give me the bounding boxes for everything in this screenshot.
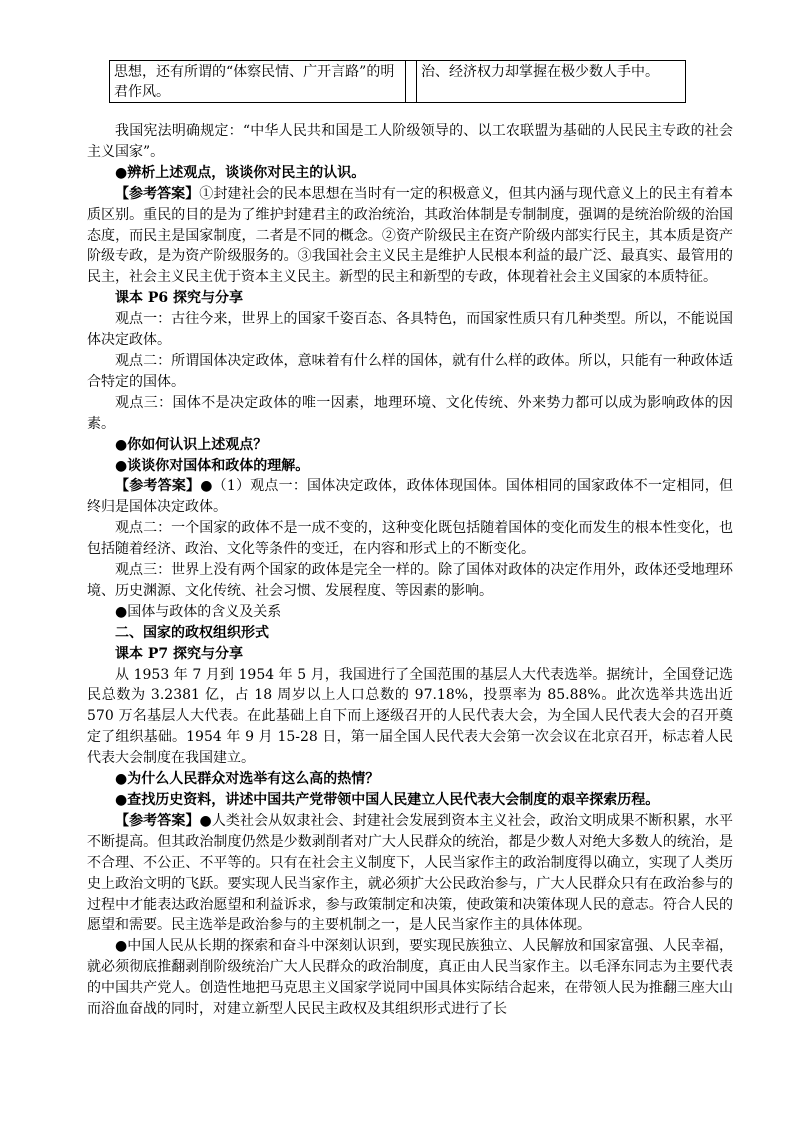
answer-label: 【参考答案】	[115, 812, 200, 829]
paragraph-text: 课本 P6 探究与分享	[115, 290, 244, 307]
paragraph-text: 观点二：一个国家的政体不是一成不变的，这种变化既包括随着国体的变化而发生的根本性变化，也包括随着经济、政治、文化等条件的变迁，在内容和形式上的不断变化。	[87, 520, 733, 558]
paragraph-p17	[87, 769, 733, 790]
paragraph-text: ●中国人民从长期的探索和奋斗中深刻认识到，要实现民族独立、人民解放和国家富强、人民幸福，就必须彻底推翻剥削阶级统治广大人民群众的政治制度，真正由人民当家作主。以毛泽东同志为主要代表的中国共产党人。创造性地把马克思主义国家学说同中国具体实际结合起来，在带领人民为推翻三座大山而浴血奋战的同时，对建立新型人民民主政权及其组织形式进行了长	[87, 938, 733, 1018]
paragraph-text: ●为什么人民群众对选举有这么高的热情？	[115, 771, 380, 788]
paragraph-text: ●人类社会从奴隶社会、封建社会发展到资本主义社会，政治文明成果不断积累，水平不断提高。但其政治制度仍然是少数剥削者对广大人民群众的统治，都是少数人对绝大多数人的统治，是不合理、不公正、不平等的。只有在社会主义制度下，人民当家作主的政治制度得以确立，实现了人类历史上政治文明的飞跃。要实现人民当家作主，就必须扩大公民政治参与，广大人民群众只有在政治参与的过程中才能表达政治愿望和利益诉求，参与政策制定和决策，使政策和决策体现人民的意志。符合人民的愿望和需要。民主选举是政治参与的主要机制之一，是人民当家作主的具体体现。	[87, 812, 733, 934]
paragraph-p9	[87, 456, 733, 477]
table-cell-left: 思想，还有所谓的“体察民情、广开言路”的明君作风。	[110, 61, 406, 103]
paragraph-p7	[87, 393, 733, 435]
paragraph-p11	[87, 518, 733, 560]
paragraph-p5	[87, 309, 733, 351]
table-cell-gap	[406, 61, 417, 103]
paragraph-p3	[87, 184, 733, 289]
paragraph-text: ●谈谈你对国体和政体的理解。	[115, 457, 310, 474]
paragraph-p2	[87, 163, 733, 184]
paragraph-p10	[87, 476, 733, 518]
paragraph-p4	[87, 288, 733, 309]
paragraph-text: 观点一：古往今来，世界上的国家千姿百态、各具特色，而国家性质只有几种类型。所以，不能说国体决定政体。	[87, 311, 733, 349]
answer-label: 【参考答案】	[115, 185, 200, 202]
paragraph-p8	[87, 435, 733, 456]
paragraph-text: 观点三：国体不是决定政体的唯一因素，地理环境、文化传统、外来势力都可以成为影响政体的因素。	[87, 394, 733, 432]
paragraph-p16	[87, 665, 733, 770]
paragraph-text: ①封建社会的民本思想在当时有一定的积极意义，但其内涵与现代意义上的民主有着本质区别。重民的目的是为了维护封建君主的政治统治，其政治体制是专制制度，强调的是统治阶级的治国态度，而民主是国家制度，二者是不同的概念。②资产阶级民主在资产阶级内部实行民主，其本质是资产阶级专政，是为资产阶级服务的。③我国社会主义民主是维护人民根本利益的最广泛、最真实、最管用的民主，社会主义民主优于资本主义民主。新型的民主和新型的专政，体现着社会主义国家的本质特征。	[87, 185, 733, 286]
paragraph-p6	[87, 351, 733, 393]
paragraph-text: ●查找历史资料，讲述中国共产党带领中国人民建立人民代表大会制度的艰辛探索历程。	[115, 792, 660, 808]
paragraph-p1	[87, 121, 733, 163]
paragraph-p12	[87, 560, 733, 602]
paragraph-p19	[87, 811, 733, 936]
paragraph-text: ●辨析上述观点，谈谈你对民主的认识。	[115, 164, 366, 181]
answer-label: 【参考答案】	[115, 478, 201, 495]
paragraph-p18	[87, 790, 733, 811]
comparison-table-fragment	[109, 60, 686, 103]
paragraph-text: ●国体与政体的含义及关系	[115, 603, 282, 620]
paragraph-text: 从 1953 年 7 月到 1954 年 5 月，我国进行了全国范围的基层人大代表选举。据统计，全国登记选民总数为 3.2381 亿，占 18 周岁以上人口总数的 97.18%，投票率为 85.88%。此次选举共选出近 570 万名基层人大代表。在此基础上自下而上逐级召开的人民代表大会，为全国人民代表大会的召开奠定了组织基础。1954 年 9 月 15-28 日，第一届全国人民代表大会第一次会议在北京召开，标志着人民代表大会制度在我国建立。	[87, 666, 733, 767]
paragraph-text: 观点三：世界上没有两个国家的政体是完全一样的。除了国体对政体的决定作用外，政体还受地理环境、历史渊源、文化传统、社会习惯、发展程度、等因素的影响。	[87, 562, 733, 599]
paragraph-p14	[87, 623, 733, 644]
paragraph-text: ●（1）观点一：国体决定政体，政体体现国体。国体相同的国家政体不一定相同，但终归是国体决定政体。	[87, 478, 734, 516]
table-row	[110, 61, 686, 103]
paragraph-text: 观点二：所谓国体决定政体，意味着有什么样的国体，就有什么样的政体。所以，只能有一种政体适合特定的国体。	[87, 352, 733, 390]
paragraph-text: 我国宪法明确规定：“中华人民共和国是工人阶级领导的、以工农联盟为基础的人民民主专政的社会主义国家”。	[87, 123, 733, 160]
paragraph-text: ●你如何认识上述观点？	[115, 436, 268, 453]
table-cell-right: 治、经济权力却掌握在极少数人手中。	[417, 61, 686, 103]
paragraph-p15	[87, 644, 733, 665]
paragraph-p13	[87, 602, 733, 623]
paragraph-p20	[87, 936, 733, 1020]
paragraph-text: 二、国家的政权组织形式	[115, 624, 269, 641]
paragraph-text: 课本 P7 探究与分享	[115, 645, 244, 662]
document-body	[87, 121, 733, 1020]
